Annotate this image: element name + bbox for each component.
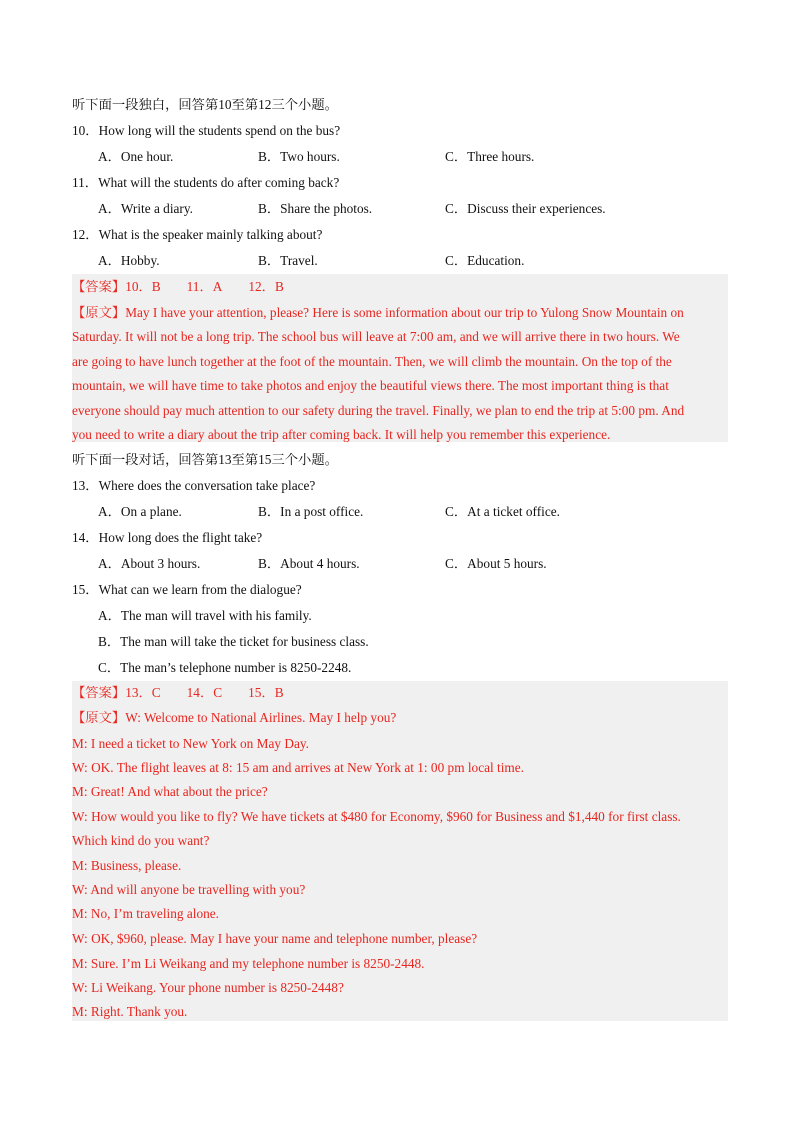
script-line-5: everyone should pay much attention to our safety during the travel. Finally, we plan to end the trip at 5:00 pm. And <box>72 403 685 418</box>
question-13: 13．Where does the conversation take place? <box>72 478 316 493</box>
answer-line-1 <box>72 278 284 296</box>
q13-option-a: A．On a plane. <box>98 504 182 519</box>
answer-label: 【答案】 <box>72 279 126 294</box>
script-label: 【原文】 <box>72 710 126 725</box>
answer-label: 【答案】 <box>72 685 126 700</box>
q12-option-a: A．Hobby. <box>98 253 160 268</box>
script-line-2: Saturday. It will not be a long trip. The school bus will leave at 7:00 am, and we will arrive there in two hours. We <box>72 329 680 344</box>
answer-14: 14．C <box>186 685 223 700</box>
dialogue-line-1 <box>72 709 396 727</box>
q14-option-a: A．About 3 hours. <box>98 556 201 571</box>
dialogue-line-2: M: I need a ticket to New York on May Day. <box>72 736 309 751</box>
q11-option-c: C．Discuss their experiences. <box>445 201 606 216</box>
answer-13: 13．C <box>125 685 161 700</box>
question-11: 11．What will the students do after coming back? <box>72 175 340 190</box>
question-14: 14．How long does the flight take? <box>72 530 263 545</box>
script-label: 【原文】 <box>72 305 126 320</box>
q15-option-a: A．The man will travel with his family. <box>98 608 312 623</box>
q13-option-c: C．At a ticket office. <box>445 504 560 519</box>
script-line-3: are going to have lunch together at the foot of the mountain. Then, we will climb the mountain. On the top of the <box>72 354 672 369</box>
script-line-6: you need to write a diary about the trip after coming back. It will help you remember this experience. <box>72 427 611 442</box>
script-line-4: mountain, we will have time to take photos and enjoy the beautiful views there. The most important thing is that <box>72 378 669 393</box>
dialogue-line-4: M: Great! And what about the price? <box>72 784 268 799</box>
dialogue-line-5: W: How would you like to fly? We have tickets at $480 for Economy, $960 for Business and $1,440 for first class. <box>72 809 681 824</box>
question-15: 15．What can we learn from the dialogue? <box>72 582 302 597</box>
dialogue-line-7: M: Business, please. <box>72 858 182 873</box>
q15-option-c: C．The man’s telephone number is 8250-2248. <box>98 660 352 675</box>
script-text: May I have your attention, please? Here is some information about our trip to Yulong Snow Mountain on <box>125 305 684 320</box>
q12-option-b: B．Travel. <box>258 253 318 268</box>
section1-intro: 听下面一段独白，回答第10至第12三个小题。 <box>72 97 338 112</box>
q14-option-c: C．About 5 hours. <box>445 556 547 571</box>
q12-option-c: C．Education. <box>445 253 525 268</box>
dialogue-line-10: W: OK, $960, please. May I have your name and telephone number, please? <box>72 931 478 946</box>
dialogue-line-3: W: OK. The flight leaves at 8: 15 am and arrives at New York at 1: 00 pm local time. <box>72 760 524 775</box>
question-12: 12．What is the speaker mainly talking about? <box>72 227 323 242</box>
q14-option-b: B．About 4 hours. <box>258 556 360 571</box>
q11-option-b: B．Share the photos. <box>258 201 373 216</box>
dialogue-line-9: M: No, I’m traveling alone. <box>72 906 219 921</box>
dialogue-line-12: W: Li Weikang. Your phone number is 8250-2448? <box>72 980 344 995</box>
q11-option-a: A．Write a diary. <box>98 201 193 216</box>
dialogue-line-8: W: And will anyone be travelling with you? <box>72 882 306 897</box>
answer-12: 12．B <box>248 279 284 294</box>
q10-option-c: C．Three hours. <box>445 149 535 164</box>
q13-option-b: B．In a post office. <box>258 504 364 519</box>
dialogue-line-11: M: Sure. I’m Li Weikang and my telephone number is 8250-2448. <box>72 956 425 971</box>
dialogue-line-6: Which kind do you want? <box>72 833 210 848</box>
question-10: 10．How long will the students spend on the bus? <box>72 123 341 138</box>
dialogue-text: W: Welcome to National Airlines. May I help you? <box>125 710 397 725</box>
script-line-1 <box>72 304 684 322</box>
q10-option-a: A．One hour. <box>98 149 174 164</box>
answer-line-2 <box>72 684 284 702</box>
q15-option-b: B．The man will take the ticket for business class. <box>98 634 369 649</box>
section2-intro: 听下面一段对话，回答第13至第15三个小题。 <box>72 452 338 467</box>
answer-10: 10．B <box>125 279 161 294</box>
q10-option-b: B．Two hours. <box>258 149 340 164</box>
answer-15: 15．B <box>248 685 284 700</box>
dialogue-line-13: M: Right. Thank you. <box>72 1004 188 1019</box>
answer-11: 11．A <box>186 279 223 294</box>
